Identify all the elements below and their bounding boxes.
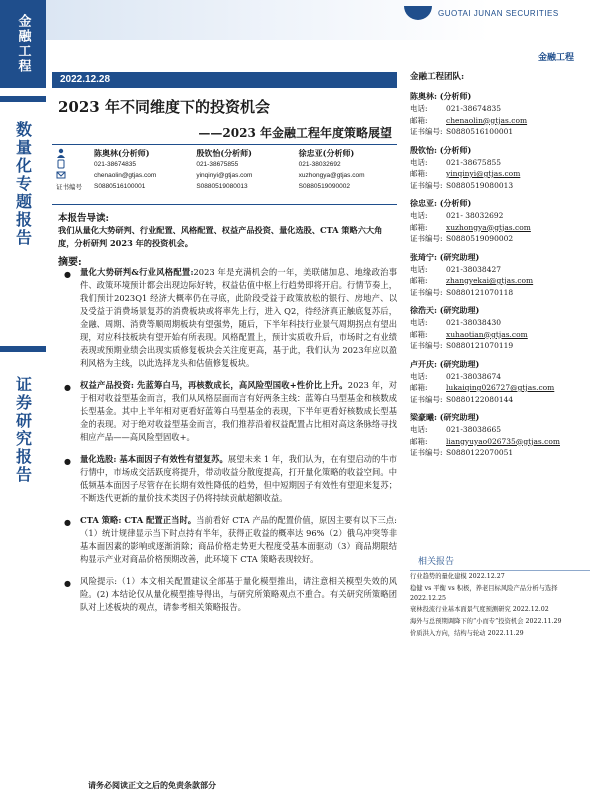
- phone-label: 电话:: [410, 318, 428, 327]
- abstract-title: 摘要:: [58, 257, 82, 268]
- member-name: 卢开庆: (研究助理): [410, 358, 480, 369]
- analyst-name: 陈奥林(分析师): [94, 148, 150, 158]
- bullet-heading: 量化大势研判&行业风格配置:: [80, 267, 194, 277]
- bullet-text: 2023 年是充满机会的一年，美联储加息、地缘政治事件、政策环境预计都会出现边际好转，权益估值中枢上行趋势即将开启。行情节奏上，我们预计2023Q1 经济大概率仍在寻底，此阶段受益于政策放松的银行、房地产、以及受益于消费场景复苏的消费板块或将率先上行，进入 Q2，待经济真正触底复苏后，金融、周期、消费等顺周期板块有望强势，随后，下半年科技行业景气周期拐点有望出现，对应科技板块有望开始有所表现。风格配置上，预计实质收升后，市场时之有业绩表现或预期业绩会出现实质修复板块会关注度更高，基于此，我们认为 2023年应以盈利风格为主线，以此选择龙头和估值修复板块。: [80, 267, 397, 368]
- member-cert: S0880121070119: [446, 341, 514, 350]
- bullet-dot-icon: ●: [64, 457, 71, 466]
- analyst-cert: S0880519090002: [298, 183, 350, 190]
- phone-label: 电话:: [410, 157, 428, 167]
- related-report-link[interactable]: 稳健 vs 平衡 vs 积极，养老目标风险产品分析与选择 2022.12.25: [410, 584, 558, 602]
- related-report-link[interactable]: 海外与总预期调降下的“小而专”投资机会 2022.11.29: [410, 618, 562, 626]
- email-label: 邮箱:: [410, 436, 428, 446]
- member-cert: S0880122080144: [446, 394, 514, 404]
- analyst-email-row: [52, 170, 397, 181]
- bullet-heading: CTA 策略: CTA 配置正当时。: [80, 515, 197, 525]
- analyst-name-row: [52, 148, 397, 159]
- analyst-email[interactable]: xuzhongya@gtjas.com: [298, 172, 365, 179]
- side-band-divider: [0, 96, 46, 102]
- team-member: [410, 358, 590, 406]
- analyst-table: [52, 148, 397, 192]
- guide-text: 我们从量化大势研判、行业配置、风格配置、权益产品投资、量化选股、CTA 策略六大角度，分析研判 2023 年的投资机会。: [58, 225, 383, 248]
- abstract-bullet: [62, 266, 397, 370]
- email-icon: [52, 170, 90, 182]
- left-side-band: [0, 0, 46, 800]
- member-name: 陈奥林: (分析师): [410, 91, 472, 101]
- side-band-report-type: 数量化专题报告: [0, 104, 46, 264]
- email-label: 邮箱:: [410, 329, 428, 339]
- analyst-cert: S0880519080013: [196, 183, 248, 190]
- team-member: [410, 304, 590, 352]
- title-divider: [52, 144, 397, 145]
- cert-label: 证书编号: [56, 184, 82, 191]
- member-email[interactable]: liangyuyao026735@gtjas.com: [446, 436, 560, 446]
- analyst-cert-row: [52, 181, 397, 192]
- member-phone: 021- 38032692: [446, 211, 504, 220]
- header-strip: [46, 0, 600, 40]
- phone-label: 电话:: [410, 371, 428, 381]
- abstract-bullet: [62, 453, 397, 505]
- member-cert: S0880519090002: [446, 234, 514, 243]
- cert-label: 证书编号:: [410, 234, 443, 243]
- analyst-phone: 021-38674835: [94, 161, 136, 168]
- email-label: 邮箱:: [410, 276, 428, 285]
- abstract-bullet: [62, 379, 397, 444]
- member-cert: S0880516100001: [446, 127, 514, 136]
- member-phone: 021-38038427: [446, 264, 502, 274]
- side-band-category: 金融工程: [0, 0, 46, 88]
- member-email[interactable]: lukaiqing026727@gtjas.com: [446, 383, 555, 392]
- related-report-link[interactable]: 行业趋势的量化建模 2022.12.27: [410, 573, 505, 580]
- gtja-logo-icon: [404, 6, 432, 20]
- email-label: 邮箱:: [410, 383, 428, 392]
- member-cert: S0880121070118: [446, 287, 514, 297]
- team-member: [410, 144, 590, 192]
- abstract-bullet: [62, 575, 397, 614]
- member-cert: S0880122070051: [446, 448, 514, 457]
- disclaimer-footer: 请务必阅读正文之后的免责条款部分: [88, 780, 216, 790]
- team-member: [410, 411, 590, 459]
- analyst-name: 殷钦怡(分析师): [196, 148, 252, 158]
- email-label: 邮箱:: [410, 169, 428, 178]
- analyst-email[interactable]: chenaolin@gtjas.com: [94, 172, 157, 179]
- bullet-dot-icon: ●: [64, 579, 71, 588]
- member-email[interactable]: yinqinyi@gtjas.com: [446, 169, 521, 178]
- email-label: 邮箱:: [410, 222, 428, 232]
- phone-label: 电话:: [410, 425, 428, 434]
- member-email[interactable]: chenaolin@gtjas.com: [446, 115, 528, 125]
- team-member: [410, 197, 590, 245]
- bullet-heading: 权益产品投资: 先蓝筹白马，再核数成长，高风险型国收+性价比上升。: [80, 380, 348, 390]
- related-report-link[interactable]: 价质洪入方向，结构与轮动 2022.11.29: [410, 629, 524, 637]
- team-member: [410, 90, 590, 138]
- member-name: 殷钦怡: (分析师): [410, 144, 472, 155]
- member-email[interactable]: xuhaotian@gtjas.com: [446, 329, 528, 339]
- bullet-text: 2023 年，对于相对收益型基金而言，我们从风格层面而言有好两条主线：蓝筹白马型基金和核数成长型基金。其中上半年相对更看好蓝筹白马型基金的表现，下半年更看好核数成长型基金的表现。对于绝对收益型基金而言，我们推荐沿着权益配置占比相对高这条脉络寻找相应产品——高风险型固收+。: [80, 380, 398, 442]
- analyst-phone: 021-38675855: [196, 161, 239, 168]
- bullet-text: 展望未来 1 年，我们认为，在有望启动的牛市行情中，市场成交活跃度将提升，带动收益分散度提高，打开量化策略的收益空间。中低频基本面因子尽管存在长期有效性降低的趋势，但中短期因子有效性有望迎来复苏；不断迭代更新的量价技术类因子仍将持续贡献超额收益。: [80, 454, 398, 503]
- related-report-link[interactable]: 衰林投流行业基本面景气度预测研究 2022.12.02: [410, 606, 549, 614]
- brand-logo: [404, 0, 594, 26]
- phone-label: 电话:: [410, 264, 428, 274]
- member-phone: 021-38674835: [446, 104, 502, 113]
- member-phone: 021-38038430: [446, 318, 502, 327]
- page-subtitle: ——2023 年金融工程年度策略展望: [198, 126, 392, 140]
- header-category: 金融工程: [537, 53, 574, 63]
- bullet-dot-icon: ●: [64, 270, 71, 279]
- cert-label: 证书编号:: [410, 127, 443, 136]
- brand-name: GUOTAI JUNAN SECURITIES: [438, 8, 559, 18]
- member-phone: 021-38038674: [446, 371, 502, 381]
- member-email[interactable]: zhangyekai@gtjas.com: [446, 276, 534, 285]
- side-band-report-class: 证券研究报告: [0, 360, 46, 500]
- page-title: 2023 年不同维度下的投资机会: [58, 98, 270, 116]
- abstract-bullet: [62, 514, 397, 566]
- analyst-phone: 021-38032692: [298, 161, 341, 168]
- team-panel: [410, 70, 590, 465]
- related-reports-title: 相关报告: [410, 554, 590, 571]
- analyst-cert: S0880516100001: [94, 183, 146, 190]
- member-phone: 021-38038665: [446, 425, 502, 434]
- phone-label: 电话:: [410, 104, 428, 113]
- member-name: 徐浩天: (研究助理): [410, 305, 480, 315]
- cert-label: 证书编号:: [410, 287, 443, 297]
- bullet-dot-icon: ●: [64, 518, 71, 527]
- cert-label: 证书编号:: [410, 341, 443, 350]
- bullet-heading: 量化选股: 基本面因子有效性有望复苏。: [80, 454, 228, 464]
- bullet-text: 当前看好 CTA 产品的配置价值，原因主要有以下三点:（1）统计规律显示当下时点持有半年，获得正收益的概率达 96%（2）俄乌冲突等非基本面因素的影响或逐渐消除；商品价格走势更大程度受基本面驱动（3）商品期限结构显示产业对商品价格预期改善，此环境下 CTA 策略表现较好。: [80, 515, 397, 564]
- bullet-dot-icon: ●: [64, 383, 71, 392]
- bullet-text: 风险提示:（1）本文相关配置建议全部基于量化模型推出，请注意相关模型失效的风险。(2) 本结论仅从量化模型推导得出，与研究所策略观点不重合。有关研究所策略团队对上述板块的观点，请参考相关策略报告。: [80, 576, 397, 612]
- member-name: 张琦宁: (研究助理): [410, 251, 480, 262]
- member-name: 徐忠亚: (分析师): [410, 198, 472, 208]
- cert-label: 证书编号:: [410, 394, 443, 404]
- analyst-email[interactable]: yinqinyi@gtjas.com: [196, 172, 253, 179]
- cert-label: 证书编号:: [410, 180, 443, 190]
- team-title: 金融工程团队:: [410, 72, 465, 82]
- phone-label: 电话:: [410, 211, 428, 220]
- analyst-divider: [52, 204, 397, 205]
- email-label: 邮箱:: [410, 115, 428, 125]
- cert-label: 证书编号:: [410, 448, 443, 457]
- guide-title: 本报告导读:: [58, 213, 110, 224]
- member-cert: S0880519080013: [446, 180, 514, 190]
- report-date: 2022.12.28: [52, 72, 397, 88]
- abstract-bullets: [62, 266, 397, 623]
- related-reports-list: [410, 572, 590, 641]
- team-member: [410, 251, 590, 299]
- side-band-divider: [0, 346, 46, 352]
- analyst-phone-row: [52, 159, 397, 170]
- member-name: 梁豪曦: (研究助理): [410, 412, 480, 422]
- member-phone: 021-38675855: [446, 157, 502, 167]
- analyst-name: 徐忠亚(分析师): [298, 148, 355, 158]
- member-email[interactable]: xuzhongya@gtjas.com: [446, 222, 531, 232]
